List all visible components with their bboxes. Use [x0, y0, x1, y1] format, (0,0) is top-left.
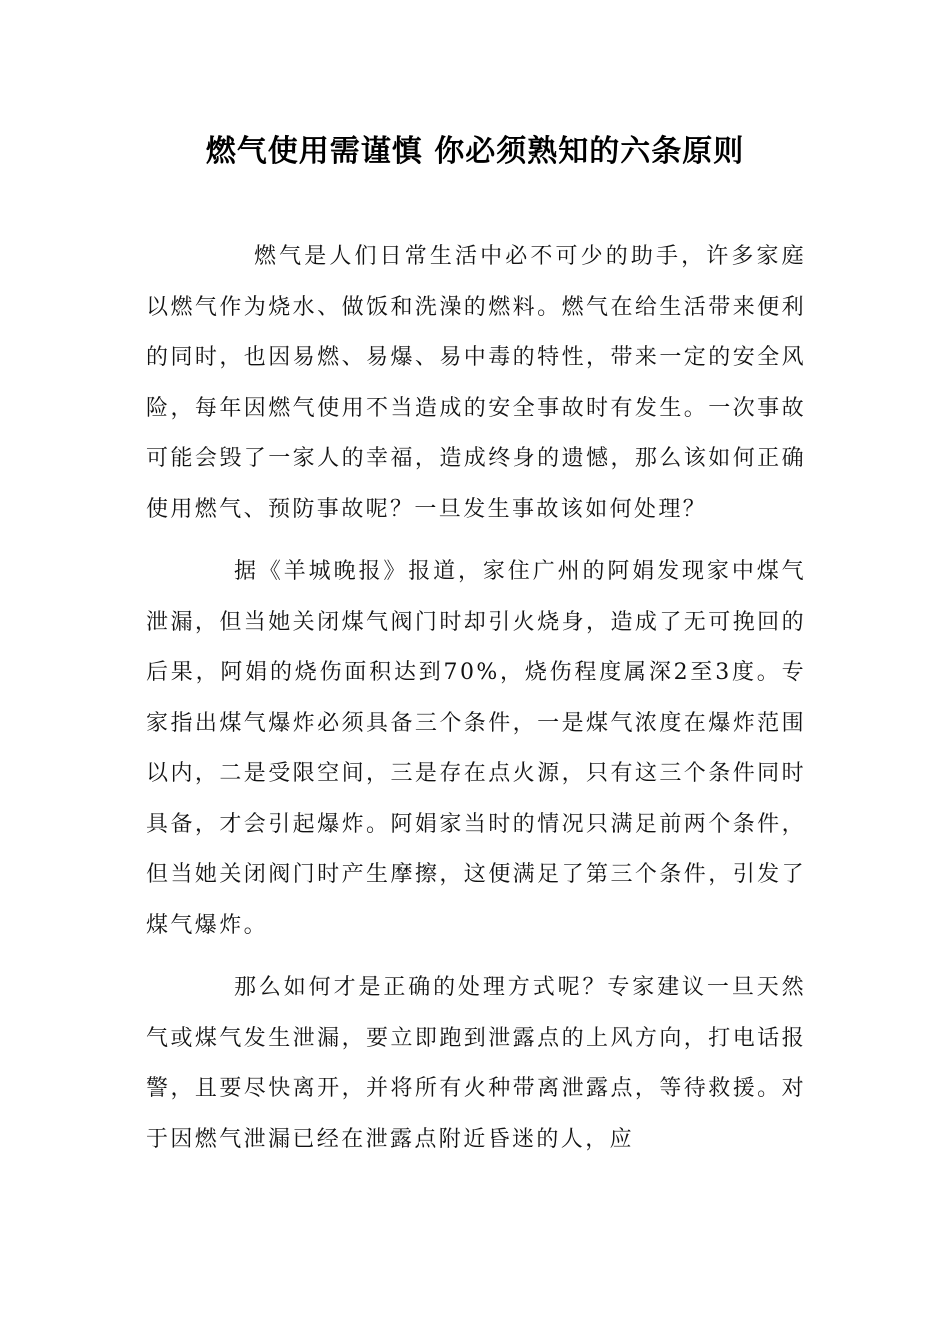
document-title: 燃气使用需谨慎 你必须熟知的六条原则 — [205, 134, 745, 169]
paragraph-news-report: 据《羊城晚报》报道，家住广州的阿娟发现家中煤气泄漏，但当她关闭煤气阀门时却引火烧身，造成了无可挽回的后果，阿娟的烧伤面积达到70%，烧伤程度属深2至3度。专家指出煤气爆炸必须具备三个条件，一是煤气浓度在爆炸范围以内，二是受限空间，三是存在点火源，只有这三个条件同时具备，才会引起爆炸。阿娟家当时的情况只满足前两个条件，但当她关闭阀门时产生摩擦，这便满足了第三个条件，引发了煤气爆炸。 — [146, 559, 806, 938]
document-body — [146, 232, 806, 1177]
paragraph-intro: 燃气是人们日常生活中必不可少的助手，许多家庭以燃气作为烧水、做饭和洗澡的燃料。燃气在给生活带来便利的同时，也因易燃、易爆、易中毒的特性，带来一定的安全风险，每年因燃气使用不当造成的安全事故时有发生。一次事故可能会毁了一家人的幸福，造成终身的遗憾，那么该如何正确使用燃气、预防事故呢？一旦发生事故该如何处理？ — [146, 244, 806, 522]
paragraph-expert-advice: 那么如何才是正确的处理方式呢？专家建议一旦天然气或煤气发生泄漏，要立即跑到泄露点的上风方向，打电话报警，且要尽快离开，并将所有火种带离泄露点，等待救援。对于因燃气泄漏已经在泄露点附近昏迷的人，应 — [146, 975, 806, 1152]
